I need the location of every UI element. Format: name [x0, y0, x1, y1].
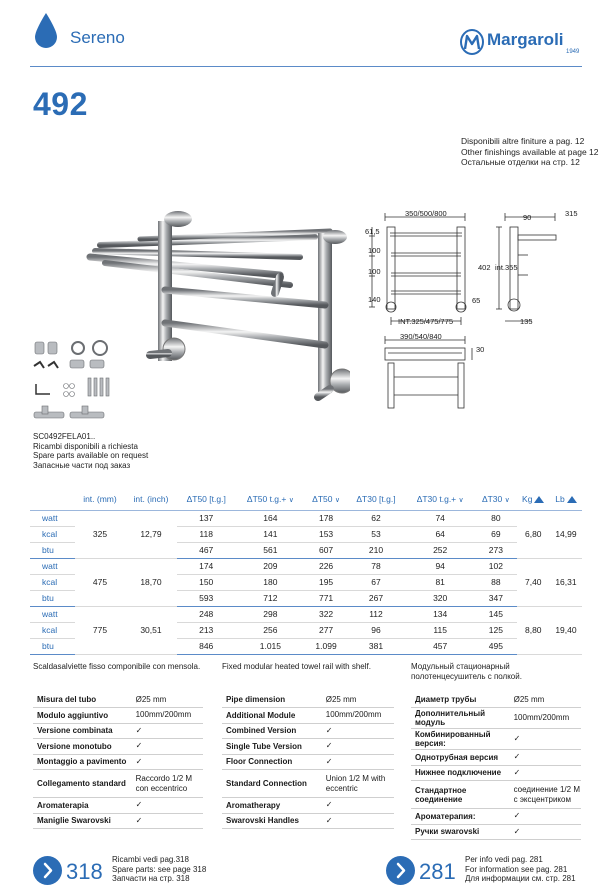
size-mm: 475: [75, 558, 125, 606]
output-value: 80: [475, 510, 516, 526]
weight-icon: [567, 496, 577, 503]
description-ru: Модульный стационарный полотенцесушитель с полкой.: [411, 662, 522, 681]
spec-key: Standard Connection: [222, 770, 322, 798]
brand-logo-text: Margaroli: [487, 30, 564, 49]
thermal-output-table: [30, 488, 582, 655]
chevron-right-icon: [386, 856, 415, 885]
spec-row: [222, 813, 394, 829]
spec-key: Single Tube Version: [222, 739, 322, 755]
spec-row: [411, 729, 581, 750]
spare-parts-page-it: Ricambi vedi pag.318: [112, 855, 189, 864]
output-value: 712: [235, 590, 305, 606]
spec-row: [411, 809, 581, 825]
dim-d3: 100: [368, 267, 381, 276]
spare-parts-page-ru: Запчасти на стр. 318: [112, 874, 190, 883]
table-row: [30, 558, 582, 574]
spec-key: Versione combinata: [33, 723, 132, 739]
col-int-mm: int. (mm): [75, 488, 125, 510]
output-value: 150: [177, 574, 235, 590]
spec-key: Versione monotubo: [33, 739, 132, 755]
spec-key: Floor Connection: [222, 754, 322, 770]
info-page-note: [465, 855, 576, 884]
spec-value: Union 1/2 M with eccentric: [322, 770, 394, 798]
spec-table-en: [222, 692, 394, 829]
output-value: 1.015: [235, 638, 305, 654]
info-page-ru: Для информации см. стр. 281: [465, 874, 576, 883]
col-int-inch: int. (inch): [125, 488, 177, 510]
spec-value: ✓: [132, 813, 203, 829]
spec-value: ✓: [510, 765, 581, 781]
spec-value: ✓: [510, 729, 581, 750]
output-value: 195: [305, 574, 346, 590]
finishes-note: [461, 136, 599, 168]
spec-value: Ø25 mm: [510, 692, 581, 708]
output-value: 209: [235, 558, 305, 574]
spec-key: Aromaterapia: [33, 798, 132, 814]
output-value: 248: [177, 606, 235, 622]
output-value: 267: [347, 590, 405, 606]
spec-value: ✓: [132, 723, 203, 739]
spec-row: [411, 692, 581, 708]
spec-key: Ручки swarovski: [411, 824, 510, 840]
spec-key: Комбинированный версия:: [411, 729, 510, 750]
output-value: 53: [347, 526, 405, 542]
output-value: 180: [235, 574, 305, 590]
dim-d1: 61,5: [365, 227, 380, 236]
col-kg: [517, 488, 550, 510]
spec-key: Стандартное соединение: [411, 781, 510, 809]
output-value: 153: [305, 526, 346, 542]
spec-value: соединение 1/2 М с эксцентриком: [510, 781, 581, 809]
spec-row: [33, 754, 203, 770]
output-value: 593: [177, 590, 235, 606]
unit-label: btu: [30, 638, 75, 654]
info-link-button[interactable]: [386, 856, 415, 885]
spare-parts-code: SC0492FELA01..: [33, 432, 96, 441]
spec-key: Aromatherapy: [222, 798, 322, 814]
col-lb: [550, 488, 582, 510]
description-it: Scaldasalviette fisso componibile con mensola.: [33, 662, 201, 671]
spec-value: 100mm/200mm: [510, 708, 581, 729]
output-value: 67: [347, 574, 405, 590]
col-dt50-tg-plus: [235, 488, 305, 510]
size-mm: 325: [75, 510, 125, 558]
info-page-number[interactable]: 281: [419, 859, 456, 884]
spec-key: Дополнительный модуль: [411, 708, 510, 729]
table-row: [30, 510, 582, 526]
spec-row: [33, 813, 203, 829]
finishes-note-en: Other finishings available at page 12: [461, 146, 599, 157]
weight-icon: [534, 496, 544, 503]
spec-value: ✓: [132, 798, 203, 814]
output-value: 145: [475, 606, 516, 622]
output-value: 112: [347, 606, 405, 622]
spec-row: [411, 824, 581, 840]
collection-name: Sereno: [70, 28, 125, 47]
col-dt50-tg: ΔT50 [t.g.]: [177, 488, 235, 510]
spec-row: [411, 781, 581, 809]
output-value: 381: [347, 638, 405, 654]
output-value: 210: [347, 542, 405, 558]
col-kg-label: Kg: [522, 493, 533, 504]
spec-row: [33, 692, 203, 708]
spec-key: Pipe dimension: [222, 692, 322, 708]
brand-year: 1949: [566, 49, 580, 55]
weight-lb: 19,40: [550, 606, 582, 654]
dim-int-height: int.355: [495, 263, 518, 272]
dim-height: 402: [478, 263, 491, 272]
output-value: 322: [305, 606, 346, 622]
col-lb-label: Lb: [555, 493, 565, 504]
weight-kg: 8,80: [517, 606, 550, 654]
col-dt50: [305, 488, 346, 510]
finishes-note-it: Disponibili altre finiture a pag. 12: [461, 136, 585, 146]
weight-kg: 7,40: [517, 558, 550, 606]
spec-value: ✓: [322, 798, 394, 814]
output-value: 88: [475, 574, 516, 590]
output-value: 115: [405, 622, 475, 638]
spec-table-it: [33, 692, 203, 829]
output-value: 347: [475, 590, 516, 606]
spare-parts-link-button[interactable]: [33, 856, 62, 885]
table-header-row: [30, 488, 582, 510]
weight-kg: 6,80: [517, 510, 550, 558]
spec-key: Additional Module: [222, 708, 322, 724]
output-value: 78: [347, 558, 405, 574]
spec-table-ru: [411, 692, 581, 840]
spec-key: Misura del tubo: [33, 692, 132, 708]
spare-parts-en: Spare parts available on request: [33, 451, 149, 461]
header-divider: [30, 66, 582, 67]
dim-depth: 315: [565, 209, 578, 218]
output-value: 1.099: [305, 638, 346, 654]
info-page-en: For information see pag. 281: [465, 864, 568, 874]
output-value: 81: [405, 574, 475, 590]
spec-row: [411, 708, 581, 729]
output-value: 134: [405, 606, 475, 622]
dim-offset: 90: [523, 213, 532, 222]
spec-key: Диаметр трубы: [411, 692, 510, 708]
dim-bottom-width: 390/540/840: [400, 332, 442, 341]
col-dt30-tg: ΔT30 [t.g.]: [347, 488, 405, 510]
finishes-note-ru: Остальные отделки на стр. 12: [461, 157, 580, 167]
dim-d4: 140: [368, 295, 381, 304]
spec-row: [222, 754, 394, 770]
spec-value: ✓: [510, 750, 581, 766]
output-value: 74: [405, 510, 475, 526]
col-dt50-tg-plus-symbol: ∨: [288, 496, 294, 504]
spec-value: ✓: [322, 754, 394, 770]
output-value: 561: [235, 542, 305, 558]
output-value: 252: [405, 542, 475, 558]
output-value: 118: [177, 526, 235, 542]
spec-value: ✓: [322, 813, 394, 829]
unit-label: kcal: [30, 622, 75, 638]
unit-label: kcal: [30, 574, 75, 590]
spec-row: [222, 798, 394, 814]
output-value: 846: [177, 638, 235, 654]
output-value: 457: [405, 638, 475, 654]
spec-value: Raccordo 1/2 M con eccentrico: [132, 770, 203, 798]
spec-value: Ø25 mm: [132, 692, 203, 708]
spec-key: Ароматерапия:: [411, 809, 510, 825]
size-mm: 775: [75, 606, 125, 654]
output-value: 607: [305, 542, 346, 558]
info-page-it: Per info vedi pag. 281: [465, 855, 543, 864]
output-value: 226: [305, 558, 346, 574]
col-dt50-label: ΔT50: [312, 493, 333, 504]
output-value: 164: [235, 510, 305, 526]
output-value: 96: [347, 622, 405, 638]
chevron-right-icon: [33, 856, 62, 885]
spec-row: [33, 770, 203, 798]
spare-parts-note: [33, 432, 148, 470]
dim-side: 135: [520, 317, 533, 326]
spec-row: [222, 708, 394, 724]
technical-drawing: [360, 205, 590, 420]
weight-lb: 16,31: [550, 558, 582, 606]
spec-row: [33, 739, 203, 755]
output-value: 320: [405, 590, 475, 606]
spec-value: 100mm/200mm: [322, 708, 394, 724]
spec-value: 100mm/200mm: [132, 708, 203, 724]
output-value: 273: [475, 542, 516, 558]
output-value: 69: [475, 526, 516, 542]
description-en: Fixed modular heated towel rail with shelf.: [222, 662, 371, 671]
output-value: 256: [235, 622, 305, 638]
unit-label: watt: [30, 510, 75, 526]
output-value: 277: [305, 622, 346, 638]
spec-key: Swarovski Handles: [222, 813, 322, 829]
output-value: 141: [235, 526, 305, 542]
col-dt30-label: ΔT30: [481, 493, 503, 504]
spec-row: [33, 798, 203, 814]
col-dt30-tg-plus-label: ΔT30 t.g.+: [416, 493, 457, 504]
col-dt30-tg-plus: [405, 488, 475, 510]
spec-key: Collegamento standard: [33, 770, 132, 798]
water-drop-icon: [33, 12, 59, 50]
output-value: 467: [177, 542, 235, 558]
output-value: 174: [177, 558, 235, 574]
col-dt30-tg-plus-symbol: ∨: [458, 496, 464, 504]
size-inch: 18,70: [125, 558, 177, 606]
dim-inter: INT.325/475/775: [398, 317, 454, 326]
col-dt50-symbol: ∨: [334, 496, 340, 504]
spec-key: Однотрубная версия: [411, 750, 510, 766]
spec-value: ✓: [322, 723, 394, 739]
spec-row: [222, 739, 394, 755]
spec-row: [222, 692, 394, 708]
output-value: 495: [475, 638, 516, 654]
output-value: 94: [405, 558, 475, 574]
table-row: [30, 606, 582, 622]
spec-row: [33, 723, 203, 739]
brand-logo: [460, 28, 585, 60]
output-value: 137: [177, 510, 235, 526]
dim-pipe: 65: [472, 296, 481, 305]
weight-lb: 14,99: [550, 510, 582, 558]
thermal-table-body: [30, 510, 582, 654]
spare-parts-ru: Запасные части под заказ: [33, 460, 131, 470]
spec-key: Montaggio a pavimento: [33, 754, 132, 770]
col-dt30: [475, 488, 516, 510]
size-inch: 30,51: [125, 606, 177, 654]
spec-row: [411, 765, 581, 781]
spec-row: [222, 770, 394, 798]
output-value: 213: [177, 622, 235, 638]
spec-value: ✓: [510, 809, 581, 825]
spec-value: ✓: [322, 739, 394, 755]
spec-row: [222, 723, 394, 739]
output-value: 62: [347, 510, 405, 526]
spec-value: ✓: [132, 739, 203, 755]
size-inch: 12,79: [125, 510, 177, 558]
dim-top-width: 350/500/800: [405, 209, 447, 218]
spec-value: ✓: [510, 824, 581, 840]
unit-label: watt: [30, 558, 75, 574]
unit-label: btu: [30, 590, 75, 606]
col-dt30-symbol: ∨: [504, 496, 510, 504]
spec-key: Нижнее подключение: [411, 765, 510, 781]
spec-key: Combined Version: [222, 723, 322, 739]
output-value: 102: [475, 558, 516, 574]
spec-row: [33, 708, 203, 724]
output-value: 298: [235, 606, 305, 622]
spare-parts-it: Ricambi disponibili a richiesta: [33, 441, 138, 451]
technical-drawing-lines: [360, 205, 590, 420]
output-value: 178: [305, 510, 346, 526]
spec-value: ✓: [132, 754, 203, 770]
spare-parts-page-note: [112, 855, 206, 884]
output-value: 125: [475, 622, 516, 638]
spec-value: Ø25 mm: [322, 692, 394, 708]
spare-parts-page-en: Spare parts: see page 318: [112, 864, 207, 874]
col-dt50-tg-plus-label: ΔT50 t.g.+: [246, 493, 287, 504]
dim-d2: 100: [368, 246, 381, 255]
unit-label: kcal: [30, 526, 75, 542]
spare-parts-image: [30, 338, 130, 428]
dim-bottom-h: 30: [476, 345, 485, 354]
unit-label: btu: [30, 542, 75, 558]
output-value: 771: [305, 590, 346, 606]
unit-label: watt: [30, 606, 75, 622]
model-number: 492: [33, 86, 88, 122]
spare-parts-page-number[interactable]: 318: [66, 859, 103, 884]
spec-key: Maniglie Swarovski: [33, 813, 132, 829]
spec-key: Modulo aggiuntivo: [33, 708, 132, 724]
output-value: 64: [405, 526, 475, 542]
spec-row: [411, 750, 581, 766]
